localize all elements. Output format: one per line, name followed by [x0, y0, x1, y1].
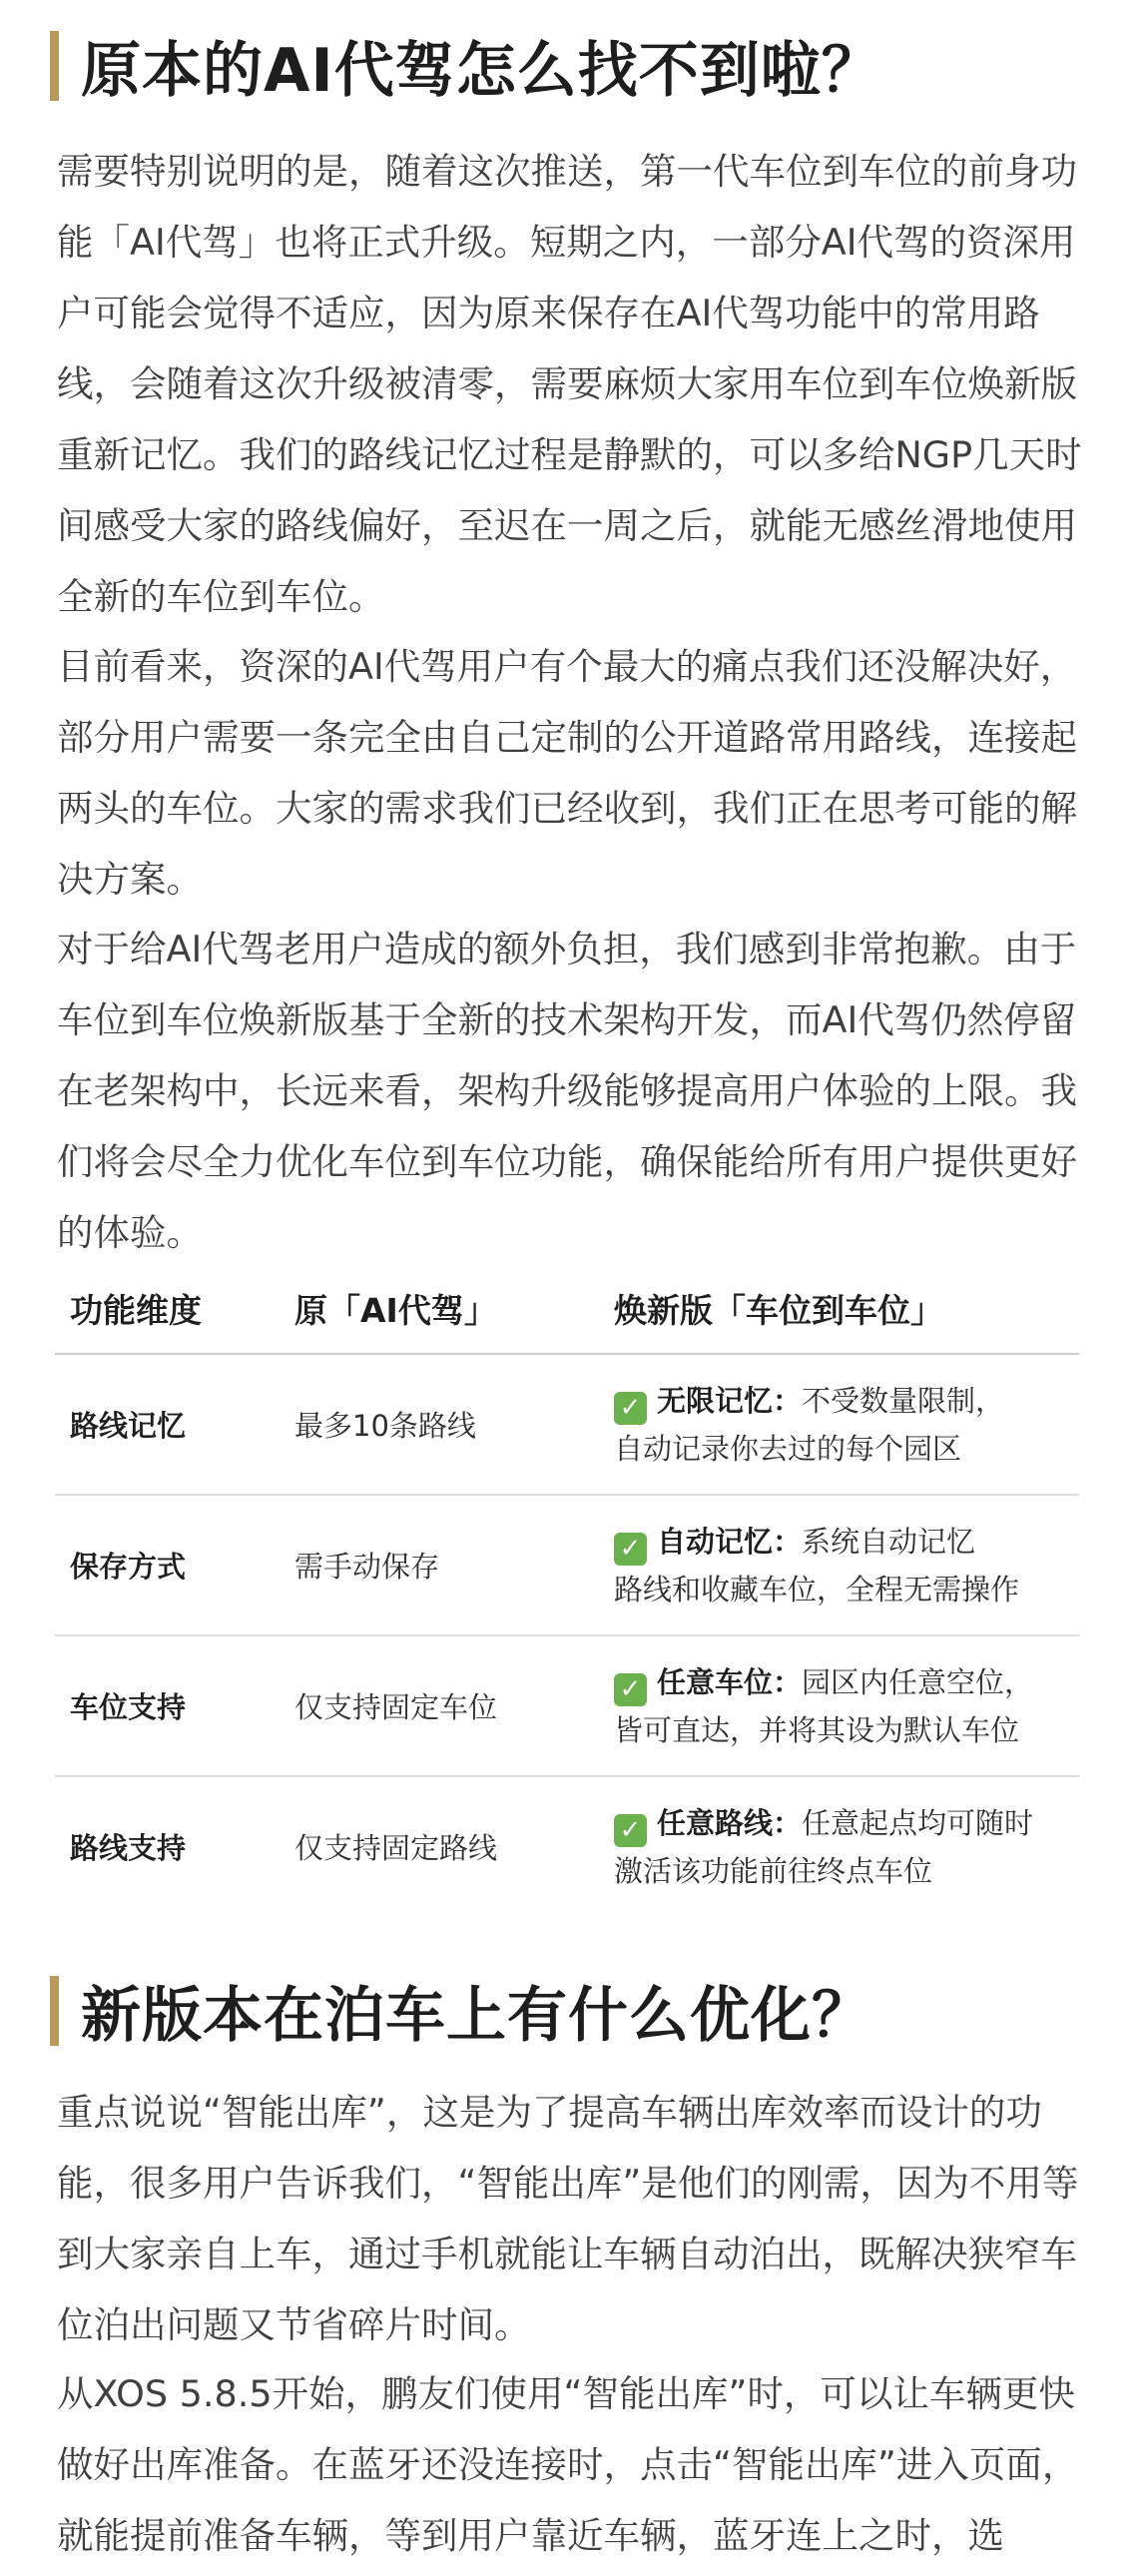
- feature-desc: 不受数量限制，: [802, 1383, 1005, 1418]
- old-feature-cell: 需手动保存: [294, 1550, 440, 1584]
- comparison-table: [55, 1263, 1079, 1916]
- dimension-cell: 路线记忆: [70, 1409, 187, 1443]
- heading-accent-bar: [50, 1976, 59, 2046]
- table-header-cell: 原「AI代驾」: [294, 1290, 497, 1330]
- new-feature-cell: [614, 1377, 1079, 1473]
- dimension-cell: 保存方式: [70, 1550, 187, 1584]
- heading-accent-bar: [50, 31, 59, 101]
- check-icon: ✓: [614, 1533, 647, 1566]
- section-heading-2: [50, 1971, 872, 2051]
- check-icon: ✓: [614, 1814, 647, 1847]
- section-title: 原本的AI代驾怎么找不到啦？: [81, 36, 882, 106]
- new-feature-cell: [614, 1518, 1079, 1613]
- paragraph: 目前看来，资深的AI代驾用户有个最大的痛点我们还没解决好，部分用户需要一条完全由自己定制的公开道路常用路线，连接起两头的车位。大家的需求我们已经收到，我们正在思考可能的解决方案。: [57, 645, 1077, 901]
- table-row: [55, 1777, 1079, 1916]
- feature-title: 无限记忆：: [657, 1383, 803, 1418]
- paragraph: 重点说说“智能出库”，这是为了提高车辆出库效率而设计的功能，很多用户告诉我们，“智能出库”是他们的刚需，因为不用等到大家亲自上车，通过手机就能让车辆自动泊出，既解决狭窄车位泊出问题又节省碎片时间。: [57, 2091, 1079, 2346]
- paragraph: 从XOS 5.8.5开始，鹏友们使用“智能出库”时，可以让车辆更快做好出库准备。在蓝牙还没连接时，点击“智能出库”进入页面，就能提前准备车辆，等到用户靠近车辆，蓝牙连上之时，选: [57, 2372, 1079, 2557]
- feature-desc: 路线和收藏车位，全程无需操作: [614, 1572, 1020, 1607]
- new-feature-cell: [614, 1799, 1079, 1895]
- dimension-cell: 路线支持: [70, 1831, 187, 1865]
- feature-desc: 任意起点均可随时: [802, 1805, 1034, 1840]
- new-feature-cell: [614, 1658, 1079, 1754]
- old-feature-cell: 仅支持固定车位: [294, 1690, 498, 1724]
- table-header: [55, 1263, 1079, 1355]
- table-row: [55, 1496, 1079, 1636]
- table-header-cell: 焕新版「车位到车位」: [614, 1290, 943, 1330]
- section-title: 新版本在泊车上有什么优化？: [81, 1981, 872, 2051]
- feature-title: 任意车位：: [657, 1664, 803, 1699]
- section-heading-1: [50, 26, 882, 106]
- feature-desc: 自动记录你去过的每个园区: [614, 1431, 962, 1466]
- check-icon: ✓: [614, 1673, 647, 1706]
- paragraph: 需要特别说明的是，随着这次推送，第一代车位到车位的前身功能「AI代驾」也将正式升级。短期之内，一部分AI代驾的资深用户可能会觉得不适应，因为原来保存在AI代驾功能中的常用路线，会随着这次升级被清零，需要麻烦大家用车位到车位焕新版重新记忆。我们的路线记忆过程是静默的，可以多给NGP几天时间感受大家的路线偏好，至迟在一周之后，就能无感丝滑地使用全新的车位到车位。: [57, 150, 1082, 618]
- feature-title: 任意路线：: [657, 1805, 803, 1840]
- feature-title: 自动记忆：: [657, 1524, 803, 1559]
- old-feature-cell: 仅支持固定路线: [294, 1831, 498, 1865]
- feature-desc: 园区内任意空位，: [802, 1664, 1034, 1699]
- feature-desc: 系统自动记忆: [802, 1524, 976, 1559]
- paragraph: 对于给AI代驾老用户造成的额外负担，我们感到非常抱歉。由于车位到车位焕新版基于全新的技术架构开发，而AI代驾仍然停留在老架构中，长远来看，架构升级能够提高用户体验的上限。我们将会尽全力优化车位到车位功能，确保能给所有用户提供更好的体验。: [57, 928, 1077, 1254]
- table-row: [55, 1636, 1079, 1777]
- dimension-cell: 车位支持: [70, 1690, 187, 1724]
- old-feature-cell: 最多10条路线: [294, 1409, 476, 1443]
- table-header-cell: 功能维度: [70, 1290, 202, 1330]
- check-icon: ✓: [614, 1392, 647, 1425]
- feature-desc: 激活该功能前往终点车位: [614, 1853, 933, 1888]
- table-row: [55, 1355, 1079, 1496]
- feature-desc: 皆可直达，并将其设为默认车位: [614, 1712, 1020, 1747]
